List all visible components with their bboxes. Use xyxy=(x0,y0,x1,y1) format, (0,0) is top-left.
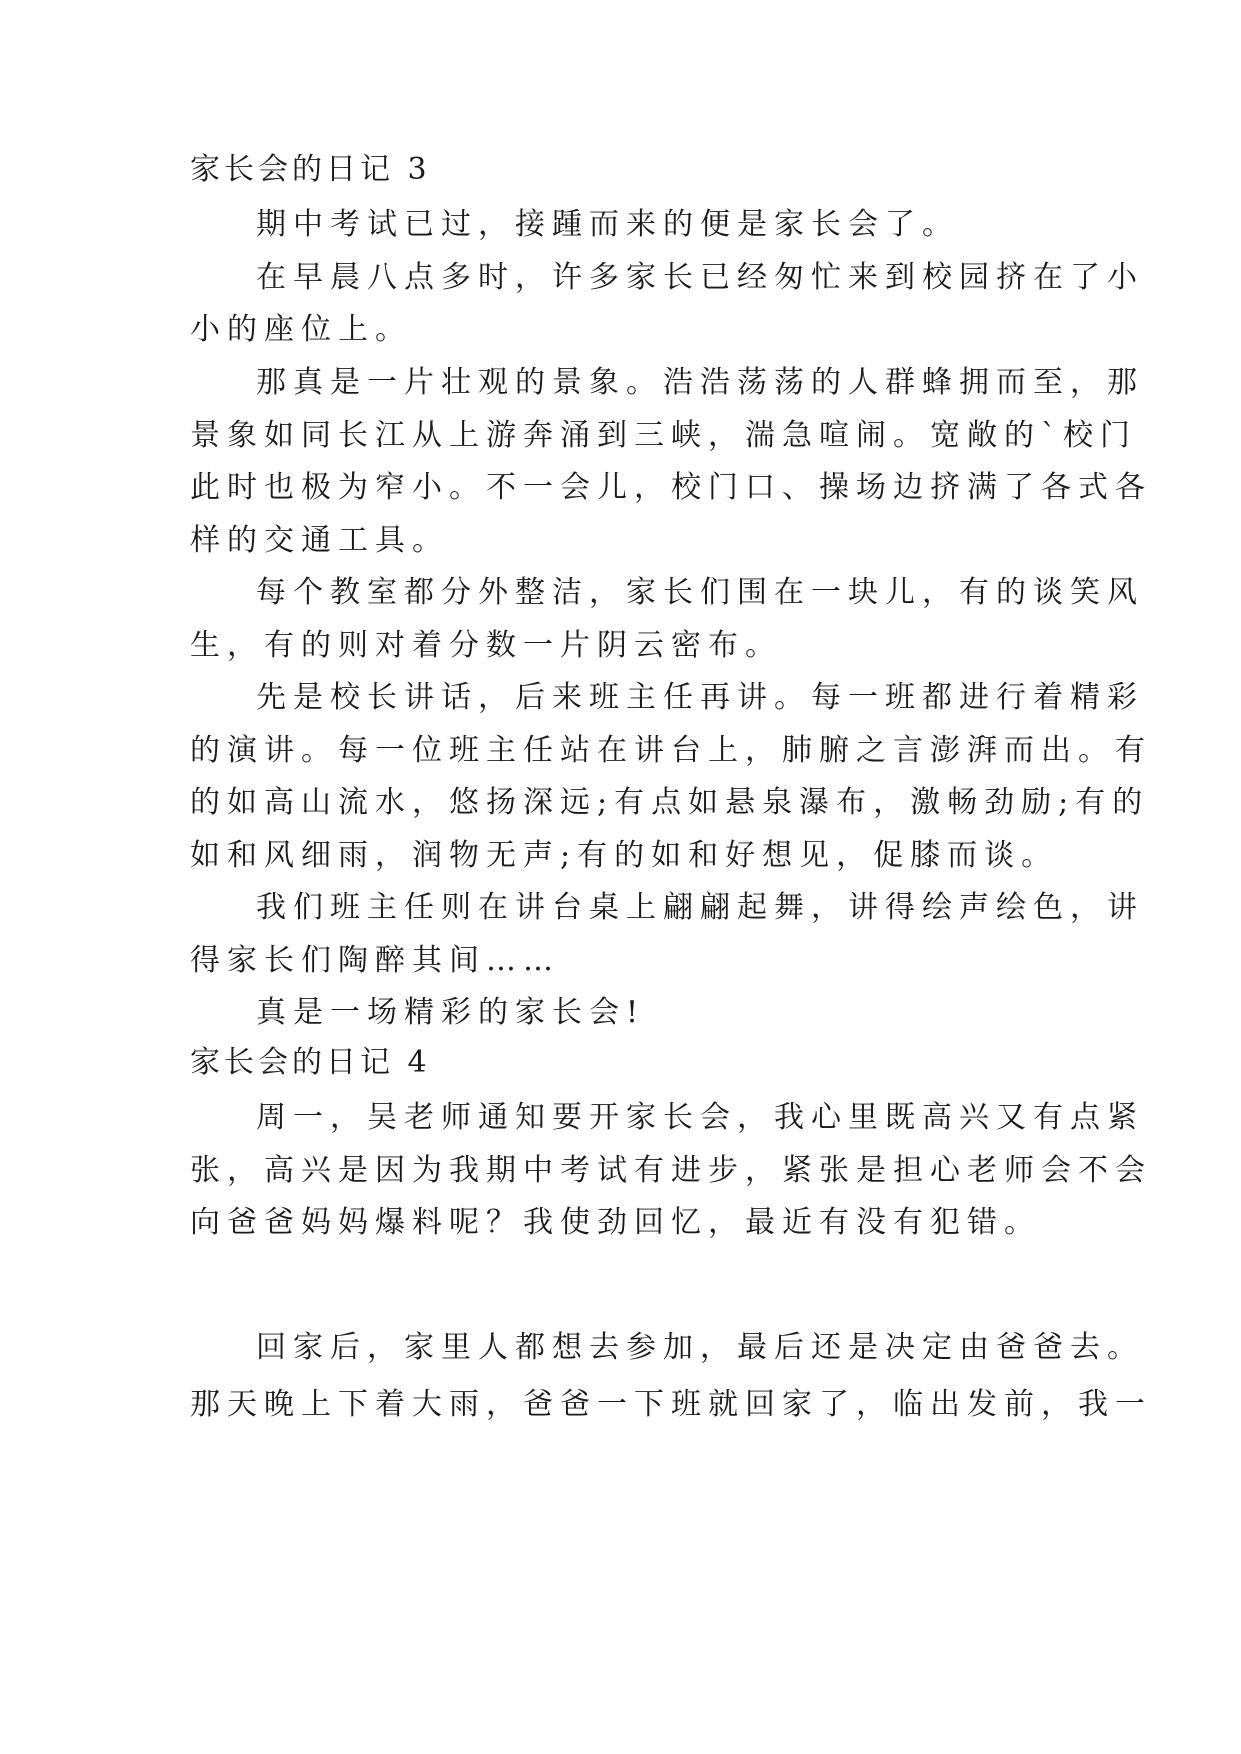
paragraph-line: 生，有的则对着分数一片阴云密布。 xyxy=(190,628,782,663)
paragraph-line: 向爸爸妈妈爆料呢？我使劲回忆，最近有没有犯错。 xyxy=(190,1205,1041,1240)
paragraph-line: 那真是一片壮观的景象。浩浩荡荡的人群蜂拥而至，那 xyxy=(256,365,1144,400)
paragraph-line: 如和风细雨，润物无声;有的如和好想见，促膝而谈。 xyxy=(190,838,1059,873)
paragraph-line: 在早晨八点多时，许多家长已经匆忙来到校园挤在了小 xyxy=(256,260,1144,295)
paragraph-line: 真是一场精彩的家长会! xyxy=(256,995,646,1030)
paragraph-line: 期中考试已过，接踵而来的便是家长会了。 xyxy=(256,207,959,242)
paragraph-line: 张，高兴是因为我期中考试有进步，紧张是担心老师会不会 xyxy=(190,1153,1152,1188)
paragraph-line: 先是校长讲话，后来班主任再讲。每一班都进行着精彩 xyxy=(256,680,1144,715)
paragraph-line: 样的交通工具。 xyxy=(190,523,449,558)
paragraph-line: 每个教室都分外整洁，家长们围在一块儿，有的谈笑风 xyxy=(256,575,1144,610)
paragraph-line: 小的座位上。 xyxy=(190,312,412,347)
section-heading: 家长会的日记 3 xyxy=(190,152,431,187)
paragraph-line: 回家后，家里人都想去参加，最后还是决定由爸爸去。 xyxy=(256,1330,1144,1365)
paragraph-line: 我们班主任则在讲台桌上翩翩起舞，讲得绘声绘色，讲 xyxy=(256,890,1144,925)
paragraph-line: 那天晚上下着大雨，爸爸一下班就回家了，临出发前，我一 xyxy=(190,1387,1152,1422)
paragraph-line: 得家长们陶醉其间…… xyxy=(190,943,560,978)
paragraph-line: 周一，吴老师通知要开家长会，我心里既高兴又有点紧 xyxy=(256,1100,1144,1135)
paragraph-line: 的演讲。每一位班主任站在讲台上，肺腑之言澎湃而出。有 xyxy=(190,733,1152,768)
paragraph-line: 的如高山流水，悠扬深远;有点如悬泉瀑布，激畅劲励;有的 xyxy=(190,785,1150,820)
paragraph-line: 此时也极为窄小。不一会儿，校门口、操场边挤满了各式各 xyxy=(190,470,1152,505)
section-heading: 家长会的日记 4 xyxy=(190,1045,431,1080)
paragraph-line: 景象如同长江从上游奔涌到三峡，湍急喧闹。宽敞的`校门 xyxy=(190,418,1137,453)
